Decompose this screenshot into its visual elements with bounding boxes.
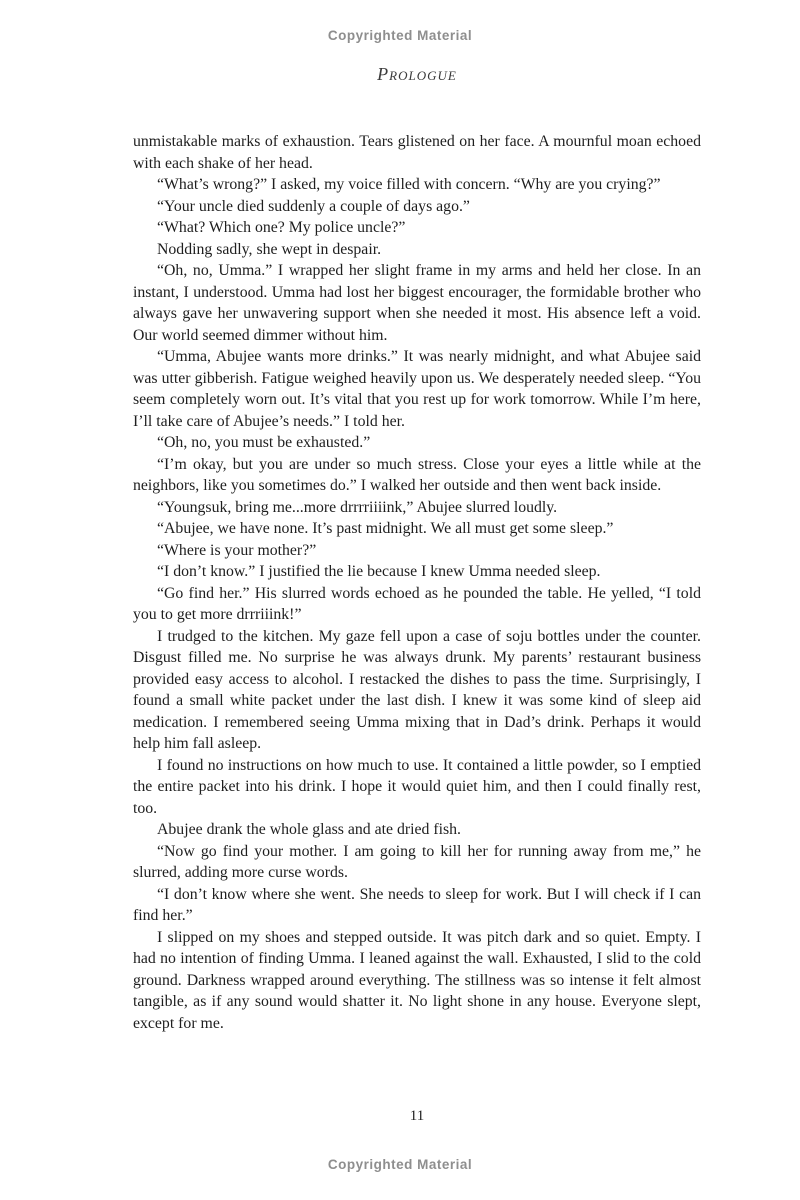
body-paragraph: “What’s wrong?” I asked, my voice filled with concern. “Why are you crying?”: [157, 176, 661, 193]
body-paragraph: “Youngsuk, bring me...more drrrriiiink,” Abujee slurred loudly.: [157, 498, 558, 516]
body-paragraph: “Where is your mother?”: [157, 541, 317, 559]
chapter-title: Prologue: [377, 64, 457, 84]
body-paragraph: “Oh, no, Umma.” I wrapped her slight frame in my arms and held her close. In an instant, I understood. Umma had lost her biggest encourager, the formidable brother who always gave her unwavering support when she needed it most. His absence left a void. Our world seemed dimmer without him.: [133, 262, 701, 344]
body-paragraph: “Umma, Abujee wants more drinks.” It was nearly midnight, and what Abujee said was utter gibberish. Fatigue weighed heavily upon us. We desperately needed sleep. “You seem completely worn out. It’s vital that you rest up for work tomorrow. While I’m here, I’ll take care of Abujee’s needs.” I told her.: [133, 348, 701, 430]
body-paragraph: “I’m okay, but you are under so much stress. Close your eyes a little while at the neighbors, like you sometimes do.” I walked her outside and then went back inside.: [133, 455, 701, 494]
copyright-notice-bottom: Copyrighted Material: [327, 1157, 473, 1172]
body-paragraph: “What? Which one? My police uncle?”: [157, 219, 406, 236]
body-paragraph: Abujee drank the whole glass and ate dried fish.: [157, 821, 461, 838]
body-text: [133, 131, 701, 1034]
body-paragraph: Nodding sadly, she wept in despair.: [157, 240, 382, 258]
body-paragraph: “I don’t know where she went. She needs to sleep for work. But I will check if I can find her.”: [133, 885, 701, 924]
body-paragraph: “Now go find your mother. I am going to kill her for running away from me,” he slurred, adding more curse words.: [133, 842, 701, 881]
body-paragraph: I trudged to the kitchen. My gaze fell upon a case of soju bottles under the counter. Disgust filled me. No surprise he was always drunk. My parents’ restaurant business provided easy access to alcohol. I restacked the dishes to pass the time. Surprisingly, I found a small white packet under the last dish. I knew it was some kind of sleep aid medication. I remembered seeing Umma mixing that in Dad’s drink. Perhaps it would help him fall asleep.: [133, 627, 701, 752]
body-paragraph: I found no instructions on how much to use. It contained a little powder, so I emptied the entire packet into his drink. I hope it would quiet him, and then I could finally rest, too.: [133, 756, 701, 817]
body-paragraph: “I don’t know.” I justified the lie because I knew Umma needed sleep.: [157, 563, 601, 580]
body-paragraph: “Your uncle died suddenly a couple of days ago.”: [157, 197, 470, 215]
copyright-notice-top: Copyrighted Material: [327, 28, 473, 43]
body-paragraph: “Abujee, we have none. It’s past midnight. We all must get some sleep.”: [157, 520, 614, 537]
body-paragraph: I slipped on my shoes and stepped outside. It was pitch dark and so quiet. Empty. I had no intention of finding Umma. I leaned against the wall. Exhausted, I slid to the cold ground. Darkness wrapped around everything. The stillness was so intense it felt almost tangible, as if any sound would shatter it. No light shone in any house. Everyone slept, except for me.: [133, 928, 701, 1032]
body-paragraph: unmistakable marks of exhaustion. Tears glistened on her face. A mournful moan echoed with each shake of her head.: [133, 133, 701, 172]
body-paragraph: “Go find her.” His slurred words echoed as he pounded the table. He yelled, “I told you to get more drrriiink!”: [133, 584, 701, 623]
page-number: 11: [409, 1108, 425, 1124]
body-paragraph: “Oh, no, you must be exhausted.”: [157, 434, 371, 451]
